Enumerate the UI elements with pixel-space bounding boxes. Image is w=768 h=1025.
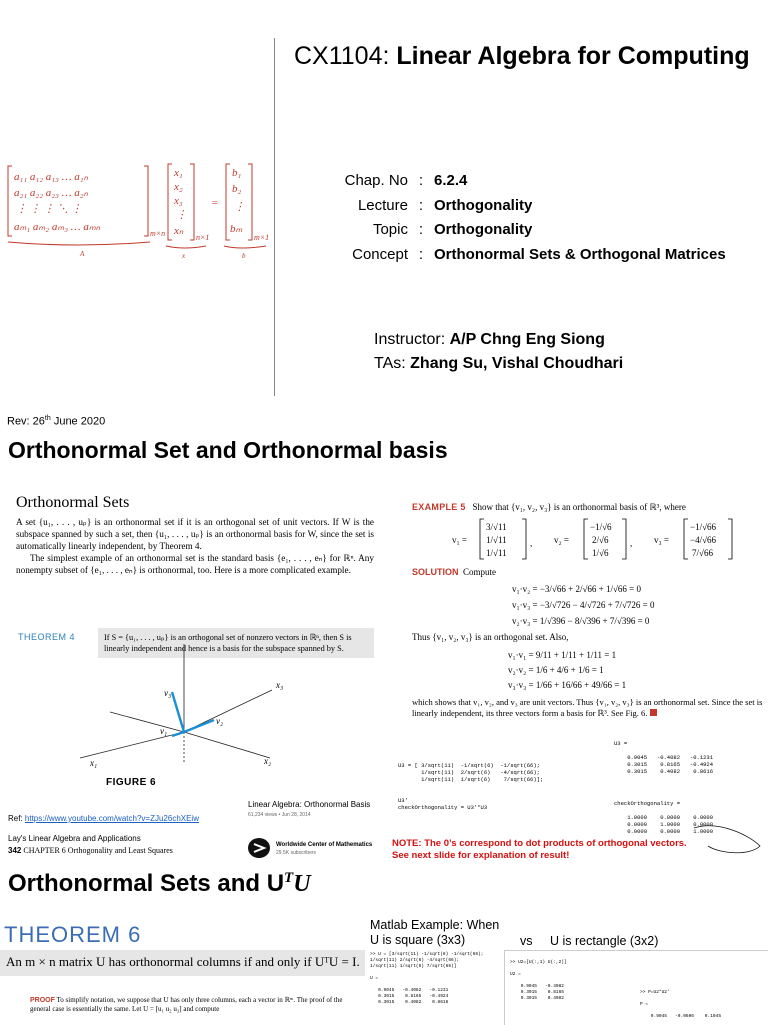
svg-text:v₃ =: v₃ = — [654, 535, 669, 545]
channel-logo-icon — [248, 838, 270, 858]
orthonormal-sets-title: Orthonormal Sets — [16, 494, 130, 511]
svg-text:,: , — [630, 538, 633, 548]
svg-text:v₂: v₂ — [216, 716, 224, 726]
definition-paragraph: A set {u₁, . . . , uₚ} is an orthonormal set if it is an orthogonal set of unit vectors. If W is the subspace spanned by such a set, then {u₁, . . . , uₚ} is an orthonormal basis for W, since the set is automatically linearly independent, by Theorem 4. — [16, 517, 374, 551]
svg-text:3/√11: 3/√11 — [486, 522, 507, 532]
svg-text:bₘ: bₘ — [230, 223, 243, 235]
instructor-name: A/P Chng Eng Siong — [449, 331, 605, 348]
norm-3: v₃·v₃ = 1/66 + 16/66 + 49/66 = 1 — [508, 680, 627, 690]
svg-text:1/√11: 1/√11 — [486, 548, 507, 558]
info-row-chapter — [300, 172, 467, 189]
svg-text:A: A — [80, 250, 85, 258]
info-colon: : — [418, 246, 424, 263]
example5-text: Show that {v₁, v₂, v₃} is an orthonormal basis of ℝ³, where — [472, 502, 686, 512]
tas-label: TAs: — [374, 355, 406, 372]
svg-text:v₂ =: v₂ = — [554, 535, 569, 545]
svg-text:b: b — [242, 252, 246, 260]
annotation-loop-icon — [690, 816, 766, 856]
matrix-equation-graphic — [4, 160, 274, 260]
matlab-output-u3: U3 = 0.9045 -0.4082 -0.1231 0.3015 0.8165 -0.4924 0.3015 0.4082 0.8616 — [614, 740, 714, 775]
norm-1: v₁·v₁ = 9/11 + 1/11 + 1/11 = 1 — [508, 650, 617, 660]
matlab-example-title: Matlab Example: When U is square (3x3) — [370, 918, 500, 947]
example5-vectors — [452, 516, 762, 562]
conclusion-text: which shows that v₁, v₂, and v₃ are unit vectors. Thus {v₁, v₂, v₃} is an orthonormal set. Since the set is linearly independent, its three vectors form a basis for ℝ³. See Fig. 6. — [412, 697, 763, 718]
svg-text:=: = — [211, 197, 219, 209]
info-label: Lecture — [357, 197, 408, 214]
svg-text:v₁ =: v₁ = — [452, 535, 467, 545]
svg-text:−4/√66: −4/√66 — [690, 535, 717, 545]
dot-product-1: v₁·v₂ = −3/√66 + 2/√66 + 1/√66 = 0 — [512, 584, 641, 594]
svg-text:x₂: x₂ — [264, 756, 272, 766]
svg-text:,: , — [530, 538, 533, 548]
solution-line: SOLUTION Compute — [412, 567, 496, 577]
dot-product-3: v₂·v₃ = 1/√396 − 8/√396 + 7/√396 = 0 — [512, 616, 650, 626]
svg-text:−1/√66: −1/√66 — [690, 522, 717, 532]
figure6-vector-plot — [60, 640, 290, 770]
thus-line: Thus {v₁, v₂, v₃} is an orthogonal set. Also, — [412, 632, 569, 642]
example-paragraph: The simplest example of an orthonormal set is the standard basis {e₁, . . . , eₙ} for ℝⁿ. Any nonempty subset of {e₁, . . . , eₙ} is orthonormal, too. Here is a more complicated example. — [16, 553, 374, 575]
svg-text:m×1: m×1 — [254, 233, 270, 242]
divider-line — [274, 38, 275, 396]
info-value: Orthogonality — [434, 221, 533, 238]
section-heading-orthonormal-basis: Orthonormal Set and Orthonormal basis — [8, 437, 448, 463]
info-label: Chap. No — [344, 172, 408, 189]
end-of-proof-icon — [650, 709, 657, 716]
proof-text: PROOF To simplify notation, we suppose that U has only three columns, each a vector in ℝᵐ. The proof of the general case is essentially the same. Let U = [u₁ u₂ u₃] and compute — [30, 996, 343, 1013]
video-title[interactable]: Linear Algebra: Orthonormal Basis — [248, 800, 371, 809]
info-value: Orthonormal Sets & Orthogonal Matrices — [434, 246, 726, 263]
info-label: Concept — [352, 246, 408, 263]
info-value: Orthogonality — [434, 197, 533, 214]
course-code: CX1104: — [294, 42, 390, 70]
svg-text:v₃: v₃ — [164, 688, 172, 698]
svg-text:⋮: ⋮ — [234, 201, 245, 213]
info-colon: : — [418, 221, 424, 238]
svg-text:a₁₁ a₁₂ a₁₃ … a₁ₙ: a₁₁ a₁₂ a₁₃ … a₁ₙ — [14, 171, 88, 183]
matlab-code-u3: U3 = [ 3/sqrt(11) -1/sqrt(6) -1/sqrt(66); 1/sqrt(11) 2/sqrt(6) -4/sqrt(66); 1/sqrt(11) 1/sqrt(6) 7/sqrt(66)]; U3' checkOrthogonality = U3'*U3 — [398, 762, 544, 811]
theorem6-title: THEOREM 6 — [4, 922, 142, 947]
svg-text:1/√6: 1/√6 — [592, 548, 609, 558]
info-label: Topic — [372, 221, 408, 238]
matlab-output-check: checkOrthogonality = 1.0000 0.0000 0.0000 0.0000 1.0000 0.0000 0.0000 0.0000 1.0000 — [614, 800, 714, 835]
channel-subscribers: 29.5K subscribers — [276, 850, 317, 856]
matlab-code-square: >> U = [3/sqrt(11) -1/sqrt(6) -1/sqrt(66); 1/sqrt(11) 2/sqrt(6) -4/sqrt(66); 1/sqrt(11) 1/sqrt(6) 7/sqrt(66)] U = 0.9045 -0.4082 -0.1231 0.3015 0.8165 -0.4924 0.3015 0.4082 0.8616 — [370, 952, 484, 1005]
tas-names: Zhang Su, Vishal Choudhari — [410, 355, 624, 372]
svg-text:⋮ ⋮ ⋮ ⋱ ⋮: ⋮ ⋮ ⋮ ⋱ ⋮ — [16, 203, 82, 215]
revision-date: Rev: 26th June 2020 — [7, 415, 106, 428]
book-source: Lay's Linear Algebra and Applications — [8, 834, 141, 843]
info-colon: : — [418, 172, 424, 189]
theorem4-text: If S = {u₁, . . . , uₚ} is an orthogonal set of nonzero vectors in ℝⁿ, then S is linearly independent and hence is a basis for the subspace spanned by S. — [104, 633, 352, 653]
theorem6-text: An m × n matrix U has orthonormal columns if and only if UᵀU = I. — [6, 954, 360, 969]
svg-text:b₂: b₂ — [232, 183, 242, 195]
svg-text:xₙ: xₙ — [174, 225, 184, 237]
chapter-line: 342 CHAPTER 6 Orthogonality and Least Squares — [8, 846, 173, 855]
orthonormal-sets-text — [16, 516, 374, 576]
course-name: Linear Algebra for Computing — [396, 42, 750, 70]
theorem4-label: THEOREM 4 — [18, 632, 76, 642]
svg-text:x₁: x₁ — [90, 758, 98, 768]
channel-name: Worldwide Center of Mathematics — [276, 842, 373, 848]
norm-2: v₂·v₂ = 1/6 + 4/6 + 1/6 = 1 — [508, 665, 604, 675]
example5-label: EXAMPLE 5 — [412, 502, 466, 512]
section-heading-utu: Orthonormal Sets and $U^TU$ — [8, 870, 311, 897]
vs-label: vs — [520, 934, 533, 948]
info-value: 6.2.4 — [434, 172, 468, 189]
svg-text:x: x — [182, 252, 186, 260]
svg-text:x₃: x₃ — [174, 195, 183, 207]
matlab-code-p: >> P=U2*U2' P = 0.9045 -0.0606 0.1045 — [640, 990, 722, 1019]
svg-text:7/√66: 7/√66 — [692, 548, 713, 558]
example5-header — [412, 502, 686, 513]
svg-text:−1/√6: −1/√6 — [590, 522, 612, 532]
svg-text:x₃: x₃ — [276, 680, 284, 690]
matlab-code-rect: >> U2=[U(:,1) U(:,2)] U2 = 0.9045 -0.4082 0.3015 0.8165 0.3015 0.4082 — [510, 960, 567, 1001]
reference-link[interactable]: https://www.youtube.com/watch?v=ZJu26chXEiw — [24, 814, 199, 823]
instructor-label: Instructor: — [374, 331, 446, 348]
svg-text:1/√11: 1/√11 — [486, 535, 507, 545]
tas-line — [374, 355, 623, 373]
svg-text:m×n: m×n — [150, 229, 166, 238]
svg-text:v₁: v₁ — [160, 726, 168, 736]
info-row-topic — [300, 221, 532, 238]
video-meta: 61,234 views • Jun 28, 2014 — [248, 812, 311, 818]
note-text: NOTE: The 0’s correspond to dot products of orthogonal vectors. See next slide for explanation of result! — [392, 838, 687, 861]
svg-text:a₂₁ a₂₂ a₂₃ … a₂ₙ: a₂₁ a₂₂ a₂₃ … a₂ₙ — [14, 187, 88, 199]
svg-text:⋮: ⋮ — [176, 209, 187, 221]
info-colon: : — [418, 197, 424, 214]
svg-text:x₂: x₂ — [174, 181, 183, 193]
svg-text:n×1: n×1 — [196, 233, 210, 242]
info-row-concept — [300, 246, 726, 263]
rectangle-title: U is rectangle (3x2) — [550, 934, 659, 948]
svg-text:2/√6: 2/√6 — [592, 535, 609, 545]
svg-text:x₁: x₁ — [174, 167, 183, 179]
info-row-lecture — [300, 197, 532, 214]
course-title — [294, 42, 750, 71]
svg-text:b₁: b₁ — [232, 167, 242, 179]
figure6-label: FIGURE 6 — [106, 777, 157, 788]
instructor-line — [374, 331, 605, 349]
reference-line: Ref: https://www.youtube.com/watch?v=ZJu26chXEiw — [8, 814, 199, 823]
dot-product-2: v₁·v₃ = −3/√726 − 4/√726 + 7/√726 = 0 — [512, 600, 655, 610]
svg-text:aₘ₁ aₘ₂ aₘ₃ … aₘₙ: aₘ₁ aₘ₂ aₘ₃ … aₘₙ — [14, 221, 101, 233]
